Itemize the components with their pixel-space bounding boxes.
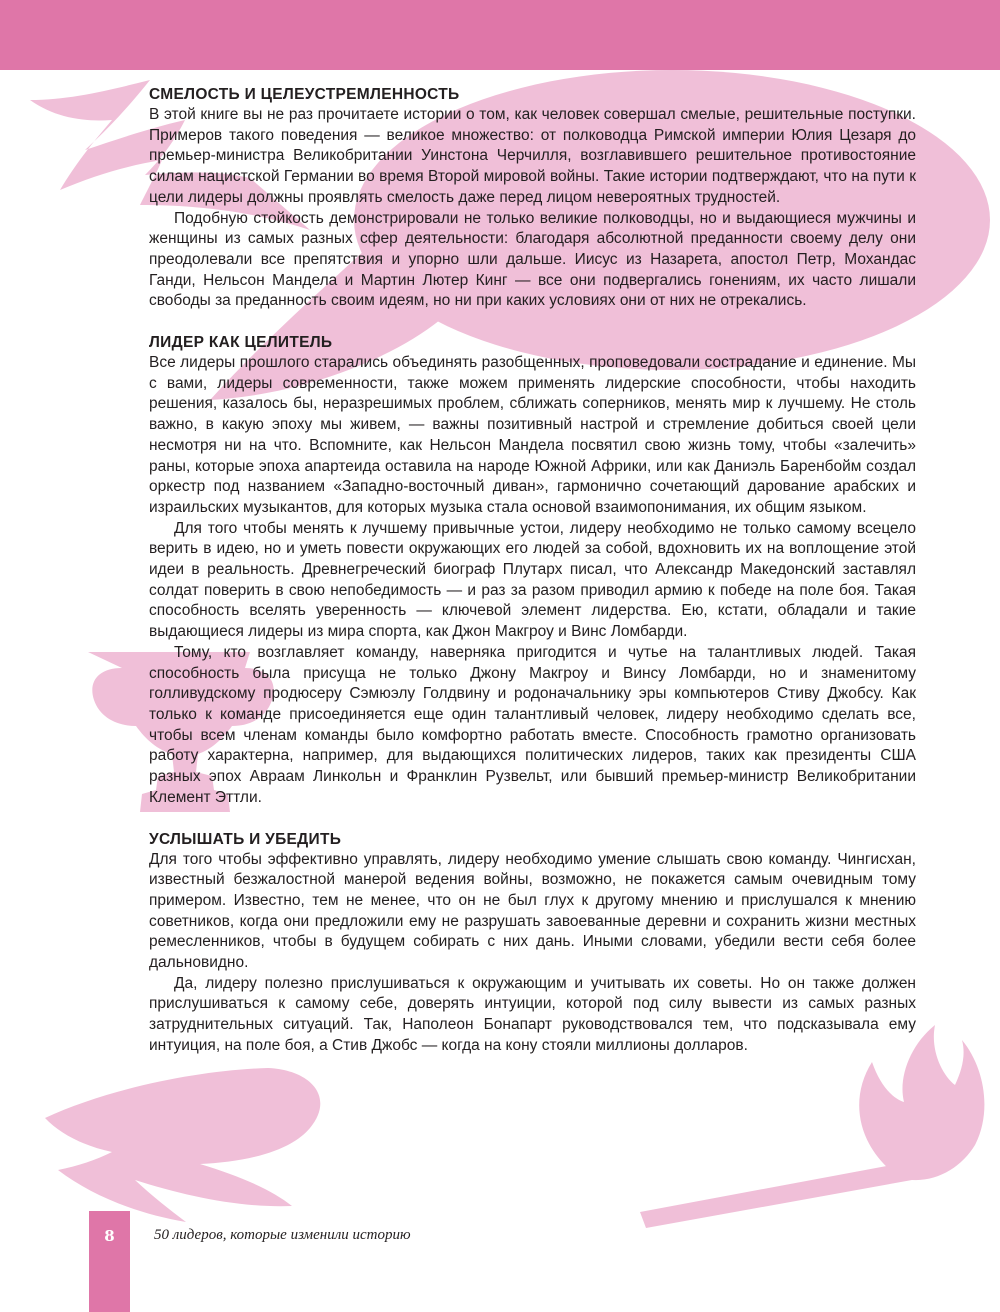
- paragraph: Подобную стойкость демонстрировали не только великие полководцы, но и выдающиеся мужчины и женщины из самых разных сфер деятельности: благодаря абсолютной преданности своему делу они преодолевали все препятствия и упорно шли дальше. Иисус из Назарета, апостол Петр, Мохандас Ганди, Нельсон Мандела и Мартин Лютер Кинг — все они подвергались гонениям, их часто лишали свободы за преданность своим идеям, но ни при каких условиях они от них не отрекались.: [149, 209, 916, 310]
- section-courage: [149, 84, 916, 312]
- paragraph: Для того чтобы менять к лучшему привычные устои, лидеру необходимо не только самому всецело верить в идею, но и уметь повести окружающих его людей за собой, вдохновить их на воплощение этой идеи в реальность. Древнегреческий биограф Плутарх писал, что Александр Македонский заставлял солдат поверить в свою непобедимость — и раз за разом приводил армию к победе на поле боя. Такая способность вселять уверенность — ключевой элемент лидерства. Ею, кстати, обладали и такие выдающиеся лидеры из мира спорта, как Джон Макгроу и Винс Ломбарди.: [149, 519, 916, 641]
- paragraph: Да, лидеру полезно прислушиваться к окружающим и учитывать их советы. Но он также должен прислушиваться к самому себе, доверять интуиции, которой под силу вывести из самых разных затруднительных ситуаций. Так, Наполеон Бонапарт руководствовался тем, что подсказывала ему интуиция, на поле боя, а Стив Джобс — когда на кону стояли миллионы долларов.: [149, 974, 916, 1054]
- page-number: 8: [104, 1227, 115, 1245]
- running-footer-title: 50 лидеров, которые изменили историю: [154, 1227, 411, 1243]
- section-healer: [149, 332, 916, 808]
- wing-icon: [45, 1068, 320, 1222]
- paragraph: В этой книге вы не раз прочитаете истории о том, как человек совершал смелые, решительные поступки. Примеров такого поведения — великое множество: от полководца Римской империи Юлия Цезаря до премьер-министра Великобритании Уинстона Черчилля, возглавившего решительное противостояние силам нацистской Германии во время Второй мировой войны. Такие истории подтверждают, что на пути к цели лидеры должны проявлять смелость даже перед лицом невероятных трудностей.: [149, 106, 916, 206]
- section-heading: ЛИДЕР КАК ЦЕЛИТЕЛЬ: [149, 334, 333, 352]
- paragraph: Все лидеры прошлого старались объединять разобщенных, проповедовали сострадание и единение. Мы с вами, лидеры современности, также можем применять лидерские способности, чтобы находить решения, казалось бы, неразрешимых проблем, сближать соперников, менять мир к лучшему. Не столь важно, в какую эпоху мы живем, — важны позитивный настрой и стремление добиться своей цели несмотря ни на что. Вспомните, как Нельсон Мандела посвятил свою жизнь тому, чтобы «залечить» раны, которые эпоха апартеида оставила на народе Южной Африки, или как Даниэль Баренбойм создал оркестр под названием «Западно-восточный диван», гармонично сочетающий дарование арабских и израильских музыкантов, для которых музыка стала основой взаимопонимания, их общим языком.: [149, 354, 916, 516]
- paragraph: Тому, кто возглавляет команду, наверняка пригодится и чутье на талантливых людей. Такая способность была присуща не только Джону Макгроу и Винсу Ломбарди, но и знаменитому голливудскому продюсеру Сэмюэлу Голдвину и родоначальнику эры компьютеров Стиву Джобсу. Как только к команде присоединяется еще один талантливый человек, лидеру необходимо сделать все, чтобы всем членам команды было комфортно работать вместе. Способность грамотно организовать работу характерна, например, для выдающихся политических лидеров, таких как президенты США разных эпох Авраам Линкольн и Франклин Рузвельт, или бывший премьер-министр Великобритании Клемент Эттли.: [149, 643, 916, 806]
- section-listen: [149, 829, 916, 1057]
- article-body: [149, 84, 916, 1057]
- section-heading: УСЛЫШАТЬ И УБЕДИТЬ: [149, 830, 342, 848]
- paragraph: Для того чтобы эффективно управлять, лидеру необходимо умение слышать свою команду. Чингисхан, известный безжалостной манерой ведения войны, возможно, не покажется самым очевидным тому примером. Известно, тем не менее, что он не был глух к другому мнению и прислушался к мнению советников, когда они предложили ему не разрушать завоеванные деревни и сохранить жизни местных ремесленников, чтобы в будущем собирать с них дань. Иными словами, убедили вести себя более дальновидно.: [149, 850, 916, 972]
- section-heading: СМЕЛОСТЬ И ЦЕЛЕУСТРЕМЛЕННОСТЬ: [149, 86, 460, 103]
